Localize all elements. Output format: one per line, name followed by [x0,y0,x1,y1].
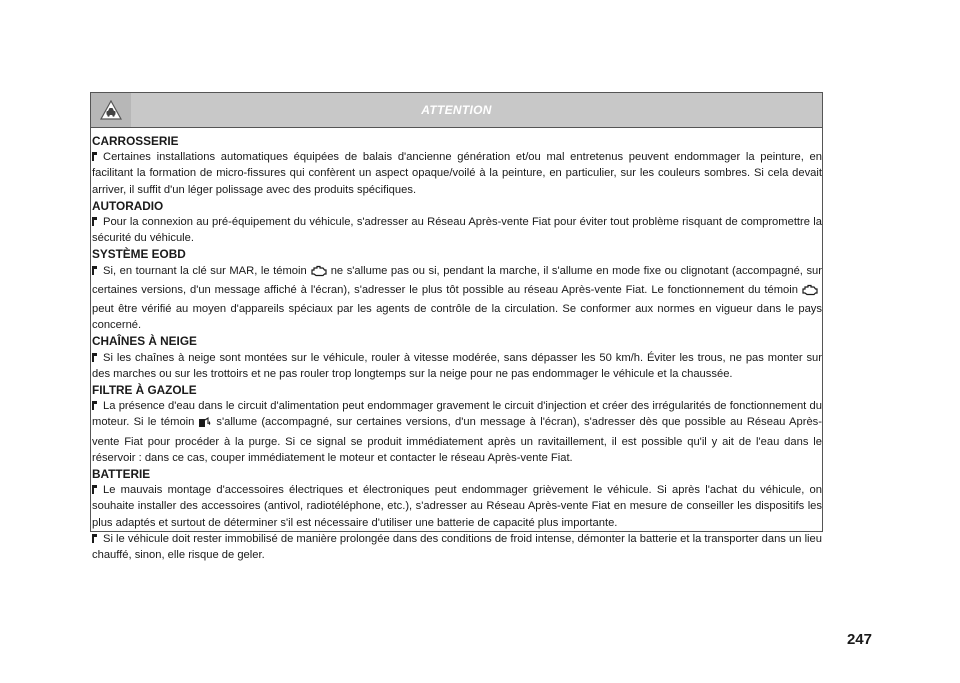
attention-box [90,92,823,562]
engine-warning-icon [802,284,818,301]
bullet-icon [92,266,98,275]
bullet-icon [92,401,98,410]
section-title-autoradio: AUTORADIO [92,198,164,213]
paragraph-autoradio: Pour la connexion au pré-équipement du véhicule, s'adresser au Réseau Après-vente Fiat pour éviter tout problème risquant de compromettre la sécurité du véhicule. [92,216,822,245]
bullet-icon [92,152,98,161]
engine-warning-icon [311,265,327,282]
section-title-eobd: SYSTÈME EOBD [92,247,186,262]
paragraph-eobd: Si, en tournant la clé sur MAR, le témoin ne s'allume pas ou si, pendant la marche, il s'allume en mode fixe ou clignotant (accompagné, sur certaines versions, d'un message affiché à l'écran), s'adresser le plus tôt possible au réseau Après-vente Fiat. Le fonctionnement du témoinpeut être vérifié au moyen d'appareils spéciaux par les agents de contrôle de la circulation. Se conformer aux normes en vigueur dans le pays concerné. [92,264,822,332]
paragraph-batterie-1: Le mauvais montage d'accessoires électriques et électroniques peut endommager grièvement le véhicule. Si après l'achat du véhicule, on souhaite installer des accessoires (antivol, radiotéléphone, etc.), s'adresser au Réseau Après-vente Fiat en mesure de conseiller les dispositifs les plus adaptés et surtout de déterminer s'il est nécessaire d'utiliser une batterie de capacité plus importante. [92,484,822,529]
section-title-batterie: BATTERIE [92,467,151,482]
attention-title: ATTENTION [421,103,492,117]
bullet-icon [92,217,98,226]
bullet-icon [92,534,98,543]
attention-content [91,128,822,563]
water-in-fuel-icon [198,416,212,433]
paragraph-chaines: Si les chaînes à neige sont montées sur le véhicule, rouler à vitesse modérée, sans dépasser les 50 km/h. Éviter les trous, ne pas monter sur des marches ou sur les trottoirs et ne pas rouler trop longtemps sur la neige pour ne pas endommager le véhicule et la chaussée. [92,351,822,380]
section-title-chaines: CHAÎNES À NEIGE [92,334,197,349]
section-title-carrosserie: CARROSSERIE [92,134,179,148]
page-number: 247 [846,631,872,648]
paragraph-batterie-2: Si le véhicule doit rester immobilisé de manière prolongée dans des conditions de froid intense, démonter la batterie et la transporter dans un lieu chauffé, sinon, elle risque de geler. [92,532,822,562]
bullet-icon [92,485,98,494]
attention-header [91,93,822,128]
section-title-filtre: FILTRE À GAZOLE [92,383,197,398]
bullet-icon [92,353,98,362]
paragraph-filtre: La présence d'eau dans le circuit d'alimentation peut endommager gravement le circuit d'injection et créer des irrégularités de fonctionnement du moteur. Si le témoin s'allume (accompagné, sur certaines versions, d'un message à l'écran), s'adresser dès que possible au Réseau Après-vente Fiat pour procéder à la purge. Si ce signal se produit immédiatement après un ravitaillement, il est possible qu'il y ait de l'eau dans le réservoir : dans ce cas, couper immédiatement le moteur et contacter le réseau Après-vente Fiat. [92,400,822,464]
paragraph-carrosserie: Certaines installations automatiques équipées de balais d'ancienne génération et/ou mal entretenus peuvent endommager la peinture, en facilitant la formation de micro-fissures qui confèrent un aspect opaque/voilé à la peinture, en particulier, sur les couleurs sombres. Si cela devait arriver, il suffit d'un léger polissage avec des produits spécifiques. [92,151,822,196]
